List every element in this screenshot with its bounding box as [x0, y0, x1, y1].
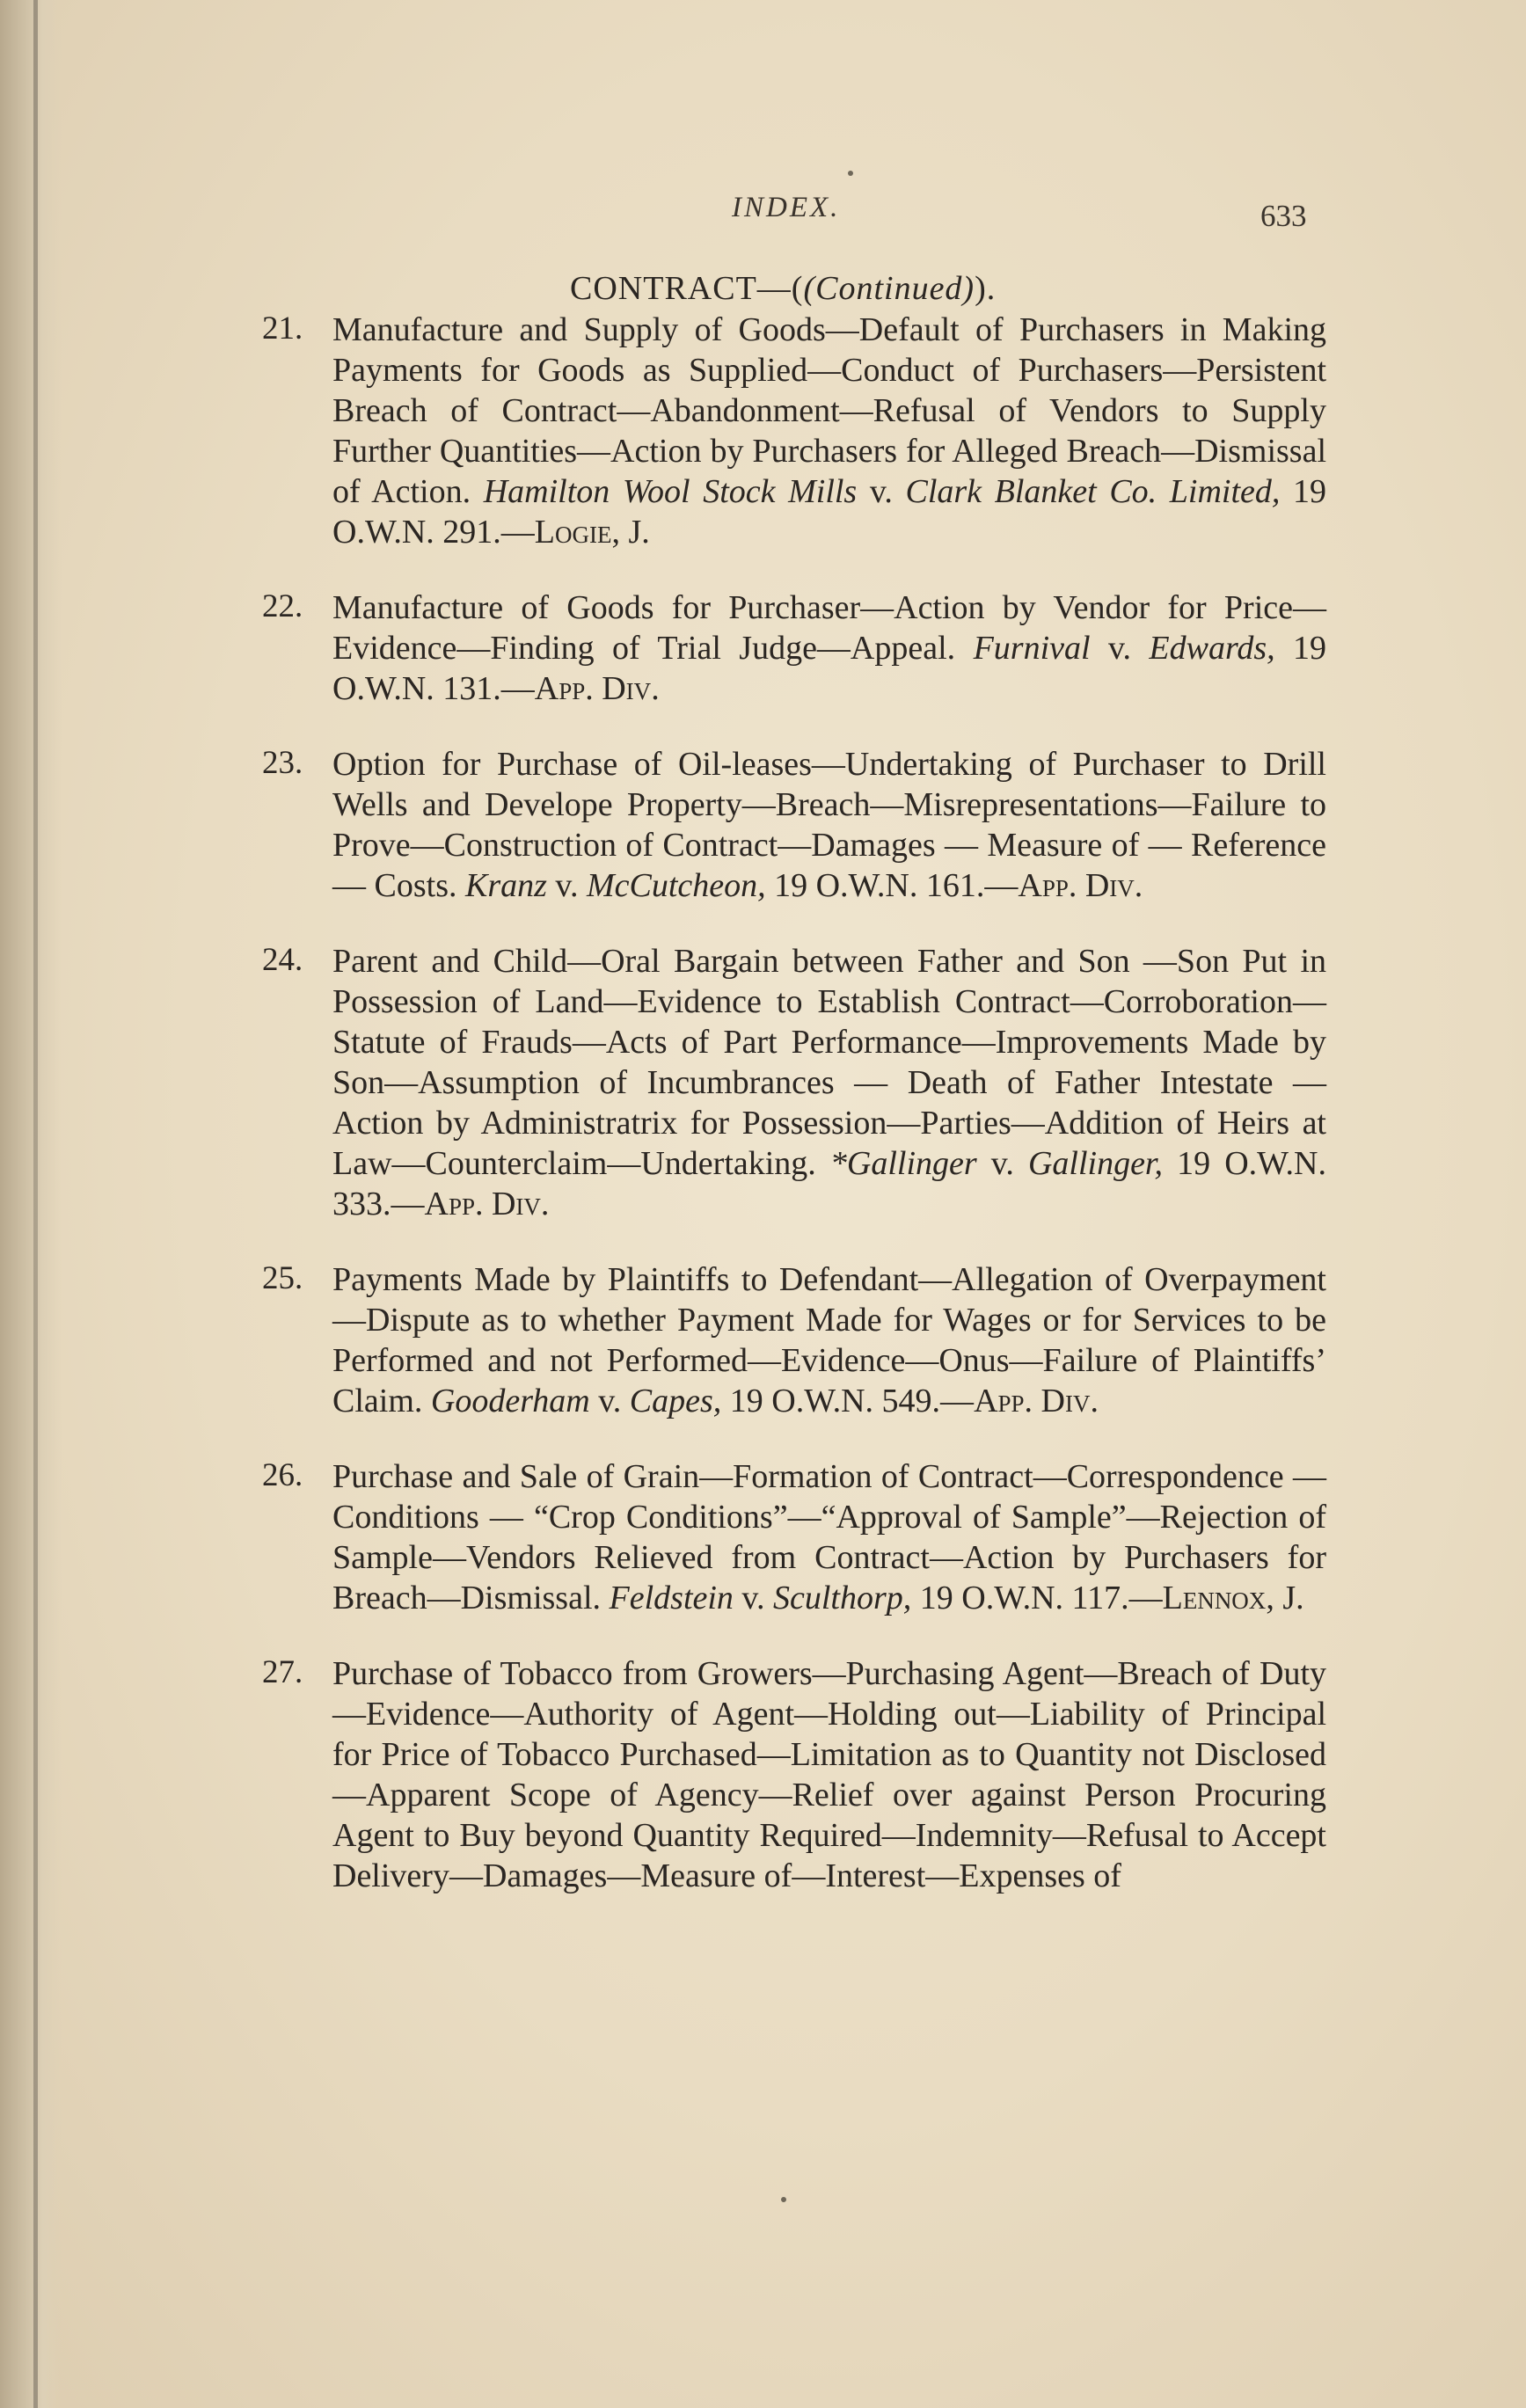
- index-entry: [262, 1653, 1326, 1896]
- citation: 19 O.W.N. 117.—: [911, 1580, 1163, 1616]
- entry-summary: Manufacture of Goods for Purchaser—Action by Vendor for Price—Evidence—Finding of Trial Judge—Appeal.: [332, 589, 1326, 667]
- index-entry: [262, 744, 1326, 906]
- citation: 19 O.W.N. 291.—: [332, 473, 1326, 551]
- versus: v.: [1090, 630, 1150, 667]
- judge-suffix: .: [651, 670, 660, 707]
- entry-summary: Purchase of Tobacco from Growers—Purchasing Agent—Breach of Duty—Evidence—Authority of Agent—Holding out—Liability of Principal for Price of Tobacco Purchased—Limitation as to Quantity not Disclosed—Apparent Scope of Agency—Relief over against Person Procuring Agent to Buy beyond Quantity Required—Indemnity—Refusal to Accept Delivery—Damages—Measure of—Interest—Expenses of: [332, 1655, 1326, 1894]
- versus: v.: [589, 1383, 630, 1419]
- judge: App. Div: [1018, 867, 1135, 904]
- versus: v.: [857, 473, 906, 510]
- entry-text: [332, 310, 1326, 552]
- citation: 19 O.W.N. 131.—: [332, 630, 1327, 707]
- entry-number: 23.: [262, 745, 303, 781]
- entry-text: [332, 1259, 1326, 1421]
- judge: App. Div: [424, 1186, 541, 1222]
- entry-summary: Parent and Child—Oral Bargain between Father and Son —Son Put in Possession of Land—Evidence to Establish Contract—Corroboration—Statute of Frauds—Acts of Part Performance—Improvements Made by Son—Assumption of Incumbrances — Death of Father Intestate — Action by Administratrix for Possession—Parties—Addition of Heirs at Law—Counterclaim—Undertaking.: [332, 943, 1326, 1182]
- index-entries: [262, 310, 1326, 1931]
- case-name-plaintiff: Furnival: [973, 630, 1091, 667]
- entry-number: 27.: [262, 1654, 303, 1690]
- case-name-defendant: McCutcheon,: [586, 867, 766, 904]
- judge: Logie: [534, 514, 612, 551]
- judge: Lennox: [1162, 1580, 1267, 1616]
- entry-summary: Payments Made by Plaintiffs to Defendant—Allegation of Overpayment—Dispute as to whether Payment Made for Wages or for Services to be Performed and not Performed—Evidence—Onus—Failure of Plaintiffs’ Claim.: [332, 1261, 1326, 1419]
- case-name-defendant: Gallinger,: [1027, 1145, 1164, 1182]
- judge-suffix: .: [1090, 1383, 1099, 1419]
- case-name-plaintiff: Kranz: [464, 867, 547, 904]
- judge-suffix: .: [1134, 867, 1143, 904]
- case-name-defendant: Sculthorp,: [772, 1580, 912, 1616]
- case-name-plaintiff: Gooderham: [430, 1383, 590, 1419]
- entry-text: [332, 587, 1326, 709]
- case-name-plaintiff: *Gallinger: [829, 1145, 977, 1182]
- entry-summary: Option for Purchase of Oil-leases—Undertaking of Purchaser to Drill Wells and Develope Property—Breach—Misrepresentations—Failure to Prove—Construction of Contract—Damages — Measure of — Reference — Costs.: [332, 746, 1326, 904]
- section-heading: [570, 269, 996, 308]
- case-name-defendant: Clark Blanket Co. Limited,: [905, 473, 1281, 510]
- index-entry: [262, 587, 1326, 709]
- versus: v.: [976, 1145, 1028, 1182]
- section-period: .: [986, 270, 997, 307]
- case-name-defendant: Capes,: [629, 1383, 722, 1419]
- entry-text: [332, 1456, 1326, 1618]
- judge-suffix: .: [540, 1186, 550, 1222]
- judge: App. Div: [974, 1383, 1091, 1419]
- case-name-plaintiff: Feldstein: [609, 1580, 734, 1616]
- index-entry: [262, 1259, 1326, 1421]
- page-number: 633: [1260, 199, 1307, 233]
- section-continued: ((Continued)): [791, 270, 987, 307]
- index-entry: [262, 1456, 1326, 1618]
- judge-suffix: , J.: [611, 514, 650, 551]
- entry-number: 26.: [262, 1457, 303, 1493]
- case-name-plaintiff: Hamilton Wool Stock Mills: [483, 473, 858, 510]
- entry-text: [332, 744, 1326, 906]
- index-entry: [262, 310, 1326, 552]
- entry-number: 21.: [262, 310, 303, 347]
- case-name-defendant: Edwards,: [1149, 630, 1275, 667]
- page-header: [0, 185, 1526, 237]
- entry-summary: Manufacture and Supply of Goods—Default of Purchasers in Making Payments for Goods as Supplied—Conduct of Purchasers—Persistent Breach of Contract—Abandonment—Refusal of Vendors to Supply Further Quantities—Action by Purchasers for Alleged Breach—Dismissal of Action.: [332, 311, 1326, 510]
- index-entry: [262, 941, 1326, 1224]
- versus: v.: [546, 867, 587, 904]
- ink-speck: [848, 171, 853, 176]
- entry-number: 25.: [262, 1260, 303, 1296]
- judge-suffix: , J.: [1266, 1580, 1304, 1616]
- entry-number: 22.: [262, 588, 303, 624]
- entry-summary: Purchase and Sale of Grain—Formation of Contract—Correspondence — Conditions — “Crop Conditions”—“Approval of Sample”—Rejection of Sample—Vendors Relieved from Contract—Action by Purchasers for Breach—Dismissal.: [332, 1458, 1326, 1616]
- section-title: CONTRACT—: [570, 270, 792, 307]
- continued-label: (Continued): [803, 270, 975, 307]
- entry-text: [332, 941, 1326, 1224]
- citation: 19 O.W.N. 549.—: [721, 1383, 975, 1419]
- page-gutter: [0, 0, 62, 2408]
- judge: App. Div: [534, 670, 652, 707]
- binding-edge: [33, 0, 38, 2408]
- entry-number: 24.: [262, 942, 303, 978]
- versus: v.: [733, 1580, 773, 1616]
- running-head: INDEX.: [732, 192, 841, 223]
- citation: 19 O.W.N. 161.—: [765, 867, 1019, 904]
- ink-speck: [781, 2197, 786, 2202]
- citation: 19 O.W.N. 333.—: [332, 1145, 1326, 1222]
- entry-text: [332, 1653, 1326, 1896]
